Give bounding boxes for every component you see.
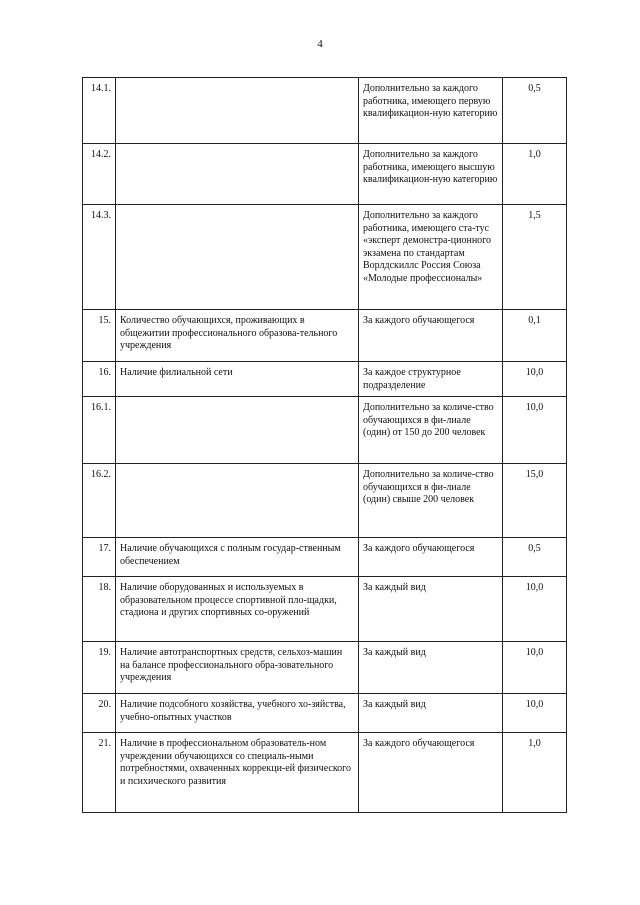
row-number: 16. bbox=[83, 362, 116, 397]
points-value: 0,5 bbox=[503, 78, 567, 144]
calculation-unit: За каждый вид bbox=[359, 642, 503, 694]
table-row bbox=[83, 144, 567, 205]
calculation-unit: Дополнительно за каждого работника, имеющего высшую квалификацион-ную категорию bbox=[359, 144, 503, 205]
table-row bbox=[83, 205, 567, 310]
row-number: 16.2. bbox=[83, 464, 116, 538]
criterion-name bbox=[116, 464, 359, 538]
points-value: 10,0 bbox=[503, 577, 567, 642]
points-value: 1,5 bbox=[503, 205, 567, 310]
table-row bbox=[83, 397, 567, 464]
table-row bbox=[83, 464, 567, 538]
row-number: 14.3. bbox=[83, 205, 116, 310]
points-value: 1,0 bbox=[503, 733, 567, 813]
calculation-unit: За каждого обучающегося bbox=[359, 733, 503, 813]
criterion-name bbox=[116, 205, 359, 310]
criterion-name bbox=[116, 78, 359, 144]
points-value: 1,0 bbox=[503, 144, 567, 205]
row-number: 15. bbox=[83, 310, 116, 362]
calculation-unit: Дополнительно за каждого работника, имеющего первую квалификацион-ную категорию bbox=[359, 78, 503, 144]
points-value: 0,5 bbox=[503, 538, 567, 577]
page-number: 4 bbox=[317, 38, 323, 50]
criterion-name: Наличие подсобного хозяйства, учебного хо-зяйства, учебно-опытных участков bbox=[116, 694, 359, 733]
calculation-unit: За каждый вид bbox=[359, 577, 503, 642]
table-row bbox=[83, 694, 567, 733]
criterion-name: Количество обучающихся, проживающих в общежитии профессионального образова-тельного учреждения bbox=[116, 310, 359, 362]
criterion-name: Наличие автотранспортных средств, сельхоз-машин на балансе профессионального обра-зовательного учреждения bbox=[116, 642, 359, 694]
calculation-unit: За каждого обучающегося bbox=[359, 538, 503, 577]
calculation-unit: За каждое структурное подразделение bbox=[359, 362, 503, 397]
criterion-name: Наличие в профессиональном образователь-ном учреждении обучающихся со специаль-ными потребностями, охваченных коррекци-ей физического и психического развития bbox=[116, 733, 359, 813]
table-row bbox=[83, 538, 567, 577]
table-row bbox=[83, 78, 567, 144]
criterion-name: Наличие филиальной сети bbox=[116, 362, 359, 397]
criteria-table bbox=[82, 77, 567, 813]
calculation-unit: Дополнительно за каждого работника, имеющего ста-тус «эксперт демонстра-ционного экзамена по стандартам Ворлдскиллс Россия Союза «Молодые профессионалы» bbox=[359, 205, 503, 310]
points-value: 10,0 bbox=[503, 397, 567, 464]
calculation-unit: За каждого обучающегося bbox=[359, 310, 503, 362]
row-number: 21. bbox=[83, 733, 116, 813]
points-value: 0,1 bbox=[503, 310, 567, 362]
row-number: 16.1. bbox=[83, 397, 116, 464]
calculation-unit: Дополнительно за количе-ство обучающихся в фи-лиале (один) от 150 до 200 человек bbox=[359, 397, 503, 464]
criterion-name: Наличие обучающихся с полным государ-ственным обеспечением bbox=[116, 538, 359, 577]
calculation-unit: За каждый вид bbox=[359, 694, 503, 733]
row-number: 17. bbox=[83, 538, 116, 577]
row-number: 20. bbox=[83, 694, 116, 733]
table-row bbox=[83, 733, 567, 813]
row-number: 19. bbox=[83, 642, 116, 694]
table-row bbox=[83, 642, 567, 694]
table-row bbox=[83, 577, 567, 642]
table-row bbox=[83, 310, 567, 362]
calculation-unit: Дополнительно за количе-ство обучающихся в фи-лиале (один) свыше 200 человек bbox=[359, 464, 503, 538]
criterion-name bbox=[116, 397, 359, 464]
row-number: 14.1. bbox=[83, 78, 116, 144]
criterion-name bbox=[116, 144, 359, 205]
row-number: 18. bbox=[83, 577, 116, 642]
points-value: 15,0 bbox=[503, 464, 567, 538]
criteria-table-body bbox=[83, 78, 567, 813]
points-value: 10,0 bbox=[503, 642, 567, 694]
row-number: 14.2. bbox=[83, 144, 116, 205]
points-value: 10,0 bbox=[503, 694, 567, 733]
table-row bbox=[83, 362, 567, 397]
points-value: 10,0 bbox=[503, 362, 567, 397]
criterion-name: Наличие оборудованных и используемых в образовательном процессе спортивной пло-щадки, стадиона и других спортивных со-оружений bbox=[116, 577, 359, 642]
